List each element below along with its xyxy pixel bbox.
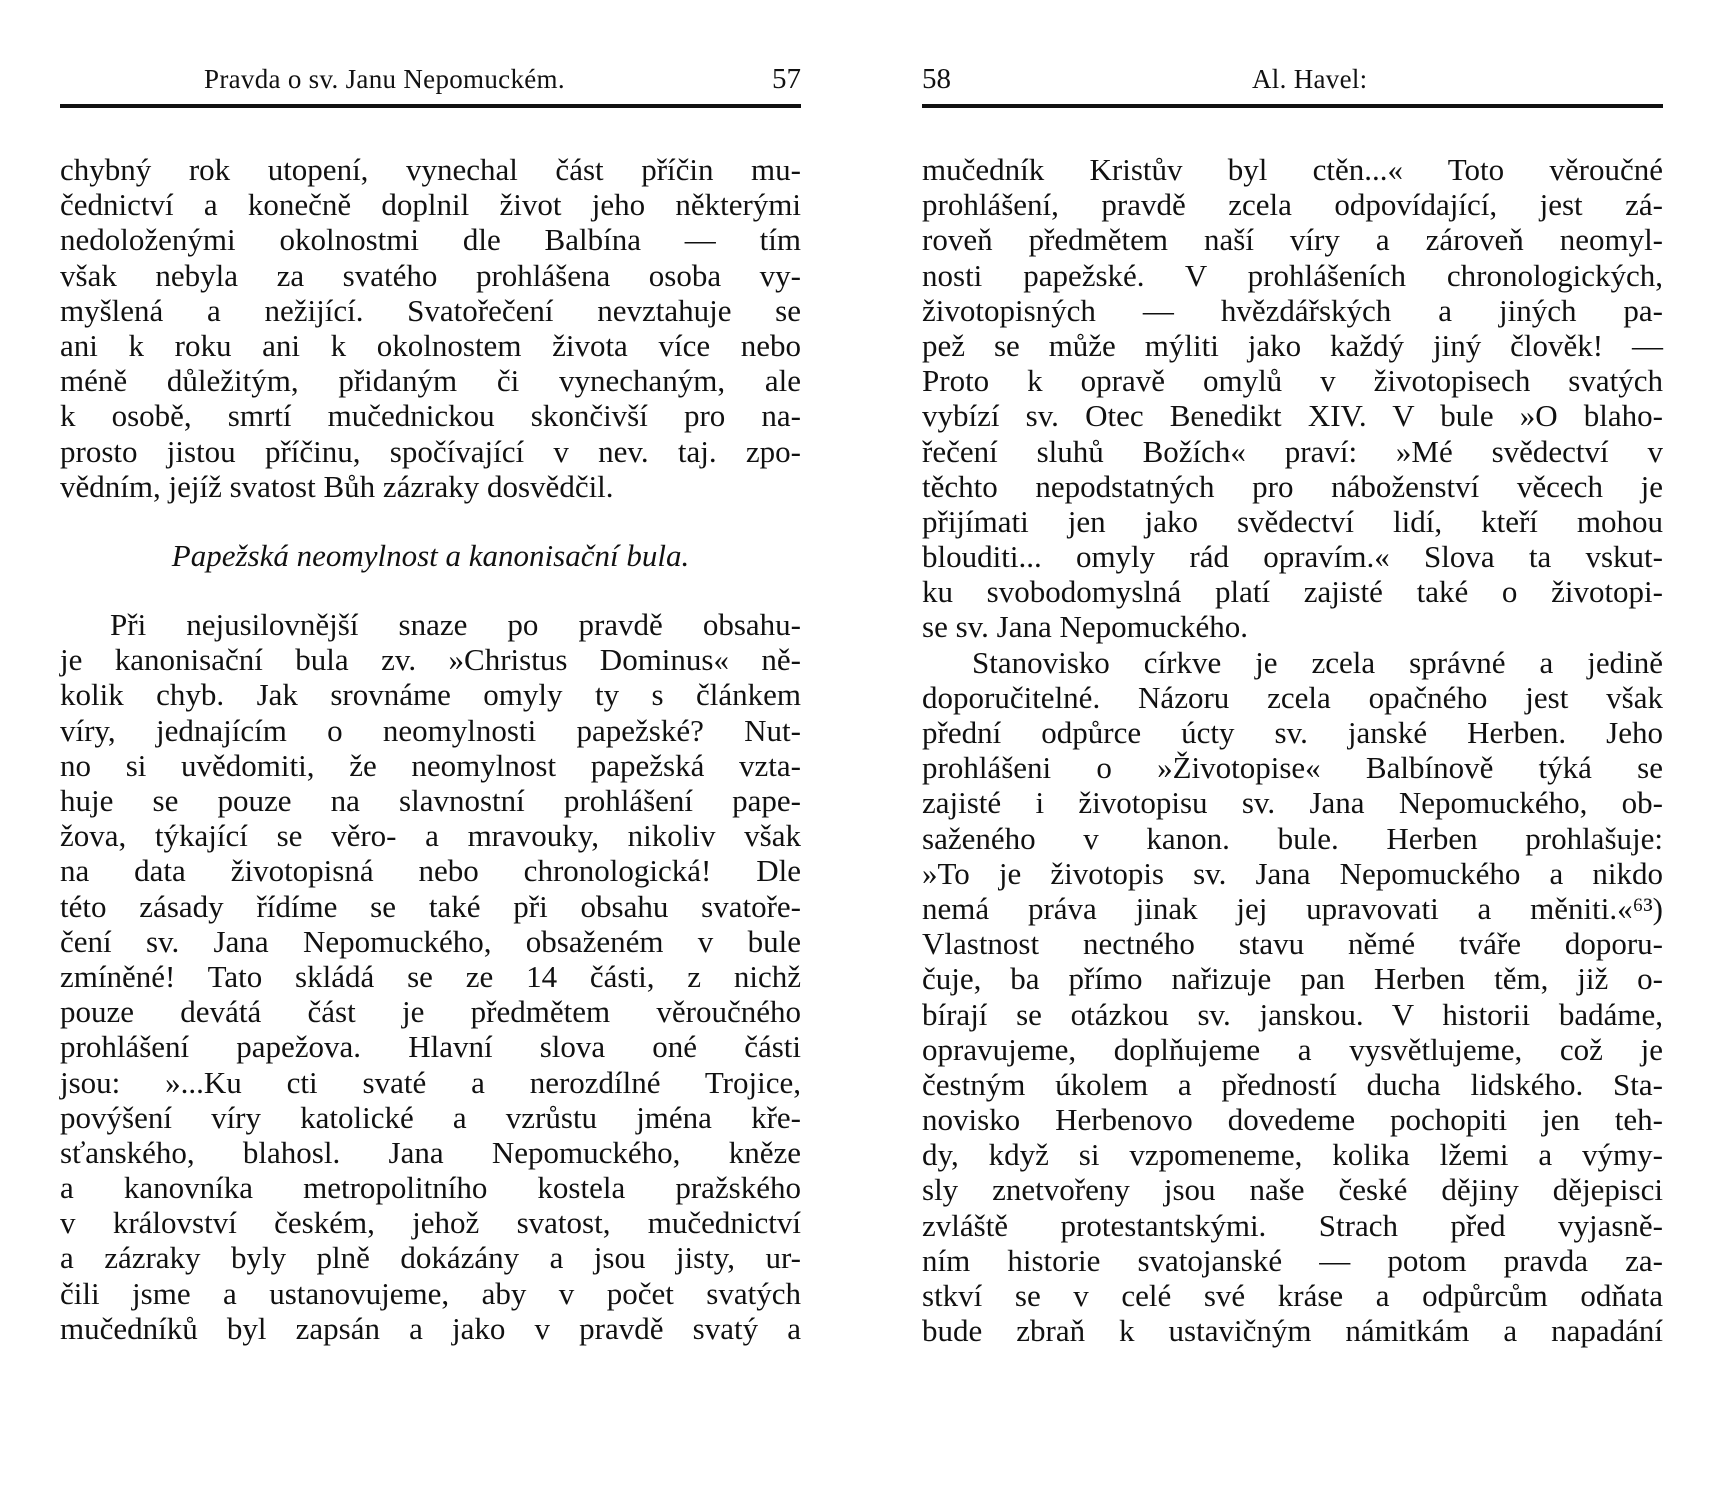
text-line: zvláště protestantskými. Strach před vyjasně- — [922, 1207, 1663, 1243]
paragraph — [60, 152, 801, 504]
body-text — [60, 152, 801, 1346]
text-line: víry, jednajícím o neomylnosti papežské? Nut- — [60, 712, 801, 748]
text-line: myšlená a nežijící. Svatořečení nevztahuje se — [60, 292, 801, 328]
text-line: ku svobodomyslná platí zajisté také o životopi- — [922, 574, 1663, 610]
text-line: dy, když si vzpomeneme, kolika lžemi a výmy- — [922, 1137, 1663, 1173]
page-number: 58 — [922, 63, 951, 95]
text-line: sťanského, blahosl. Jana Nepomuckého, kněze — [60, 1134, 801, 1170]
text-line: roveň předmětem naší víry a zároveň neomyl- — [922, 222, 1663, 258]
text-line: čestným úkolem a předností ducha lidského. Sta- — [922, 1066, 1663, 1102]
text-line: nemá práva jinak jej upravovati a měniti.«⁶³) — [922, 890, 1663, 926]
text-line: bírají se otázkou sv. janskou. V historii badáme, — [922, 996, 1663, 1032]
text-line: méně důležitým, přidaným či vynechaným, ale — [60, 363, 801, 399]
text-line: čení sv. Jana Nepomuckého, obsaženém v bule — [60, 923, 801, 959]
text-line: mučedník Kristův byl ctěn...« Toto věroučné — [922, 152, 1663, 187]
section-heading: Papežská neomylnost a kanonisační bula. — [171, 537, 690, 573]
text-line: vědním, jejíž svatost Bůh zázraky dosvědčil. — [60, 468, 614, 504]
text-line: ani k roku ani k okolnostem života více nebo — [60, 327, 801, 363]
text-line: novisko Herbenovo dovedeme pochopiti jen teh- — [922, 1102, 1663, 1138]
text-line: však nebyla za svatého prohlášena osoba vy- — [60, 257, 801, 293]
text-line: zajisté i životopisu sv. Jana Nepomuckého, ob- — [922, 785, 1663, 821]
text-line: pež se může mýliti jako každý jiný člověk! — — [922, 327, 1663, 363]
text-line: stkví se v celé své kráse a odpůrcům odňata — [922, 1278, 1663, 1313]
text-line: kolik chyb. Jak srovnáme omyly ty s článkem — [60, 677, 801, 713]
text-line: chybný rok utopení, vynechal část příčin mu- — [60, 152, 801, 187]
text-line: Stanovisko církve je zcela správné a jedině — [972, 644, 1663, 680]
text-line: řečení sluhů Božích« praví: »Mé svědectví v — [922, 433, 1663, 469]
paragraph — [922, 645, 1663, 1349]
header-rule — [60, 104, 801, 108]
text-line: prosto jistou příčinu, spočívající v nev. taj. zpo- — [60, 433, 801, 469]
running-head-title: Al. Havel: — [1252, 64, 1368, 94]
text-line: Proto k opravě omylů v životopisech svatých — [922, 363, 1663, 399]
text-line: a zázraky byly plně dokázány a jsou jisty, ur- — [60, 1240, 801, 1276]
right-page — [922, 0, 1663, 1500]
text-line: no si uvědomiti, že neomylnost papežská vzta- — [60, 747, 801, 783]
text-line: jsou: »...Ku cti svaté a nerozdílné Trojice, — [60, 1064, 801, 1100]
text-line: nosti papežské. V prohlášeních chronologických, — [922, 257, 1663, 293]
text-line: opravujeme, doplňujeme a vysvětlujeme, což je — [922, 1031, 1663, 1067]
text-line: těchto nepodstatných pro náboženství věcech je — [922, 468, 1663, 504]
text-line: ním historie svatojanské — potom pravda za- — [922, 1242, 1663, 1278]
text-line: čednictví a konečně doplnil život jeho některými — [60, 187, 801, 223]
text-line: saženého v kanon. bule. Herben prohlašuje: — [922, 820, 1663, 856]
text-line: »To je životopis sv. Jana Nepomuckého a nikdo — [922, 855, 1663, 891]
text-line: v království českém, jehož svatost, mučednictví — [60, 1205, 801, 1241]
page-number: 57 — [772, 63, 801, 95]
text-line: vybízí sv. Otec Benedikt XIV. V bule »O blaho- — [922, 398, 1663, 434]
text-line: bude zbraň k ustavičným námitkám a napadání — [922, 1313, 1663, 1349]
text-line: přijímati jen jako svědectví lidí, kteří mohou — [922, 503, 1663, 539]
running-head — [922, 62, 1663, 96]
text-line: čili jsme a ustanovujeme, aby v počet svatých — [60, 1275, 801, 1311]
running-head — [60, 62, 801, 96]
text-line: prohlášení papežova. Hlavní slova oné části — [60, 1029, 801, 1065]
text-line: žova, týkající se věro- a mravouky, nikoliv však — [60, 818, 801, 854]
text-line: mučedníků byl zapsán a jako v pravdě svatý a — [60, 1310, 801, 1346]
text-line: na data životopisná nebo chronologická! Dle — [60, 853, 801, 889]
header-rule — [922, 104, 1663, 108]
text-line: huje se pouze na slavnostní prohlášení pape- — [60, 783, 801, 819]
left-page — [60, 0, 801, 1500]
text-line: přední odpůrce úcty sv. janské Herben. Jeho — [922, 715, 1663, 750]
body-text — [922, 152, 1663, 1348]
text-line: zmíněné! Tato skládá se ze 14 části, z nichž — [60, 958, 801, 994]
text-line: této zásady řídíme se také při obsahu svatoře- — [60, 888, 801, 924]
text-line: doporučitelné. Názoru zcela opačného jest však — [922, 679, 1663, 715]
text-line: pouze devátá část je předmětem věroučného — [60, 994, 801, 1030]
paragraph — [922, 152, 1663, 645]
text-line: životopisných — hvězdářských a jiných pa- — [922, 292, 1663, 328]
text-line: povýšení víry katolické a vzrůstu jména kře- — [60, 1099, 801, 1135]
text-line: nedoloženými okolnostmi dle Balbína — tím — [60, 222, 801, 258]
text-line: k osobě, smrtí mučednickou skončivší pro na- — [60, 398, 801, 434]
text-line: prohlášeni o »Životopise« Balbínově týká se — [922, 750, 1663, 786]
text-line: sly znetvořeny jsou naše české dějiny dějepisci — [922, 1172, 1663, 1208]
text-line: prohlášení, pravdě zcela odpovídající, jest zá- — [922, 187, 1663, 223]
text-line: se sv. Jana Nepomuckého. — [922, 609, 1248, 645]
running-head-title: Pravda o sv. Janu Nepomuckém. — [204, 64, 565, 94]
text-line: a kanovníka metropolitního kostela pražského — [60, 1170, 801, 1206]
text-line: je kanonisační bula zv. »Christus Dominus« ně- — [60, 642, 801, 678]
text-line: čuje, ba přímo nařizuje pan Herben těm, již o- — [922, 961, 1663, 997]
text-line: blouditi... omyly rád opravím.« Slova ta vskut- — [922, 539, 1663, 575]
text-line: Při nejusilovnější snaze po pravdě obsahu- — [110, 607, 801, 643]
text-line: Vlastnost nectného stavu němé tváře doporu- — [922, 926, 1663, 962]
paragraph — [60, 607, 801, 1346]
